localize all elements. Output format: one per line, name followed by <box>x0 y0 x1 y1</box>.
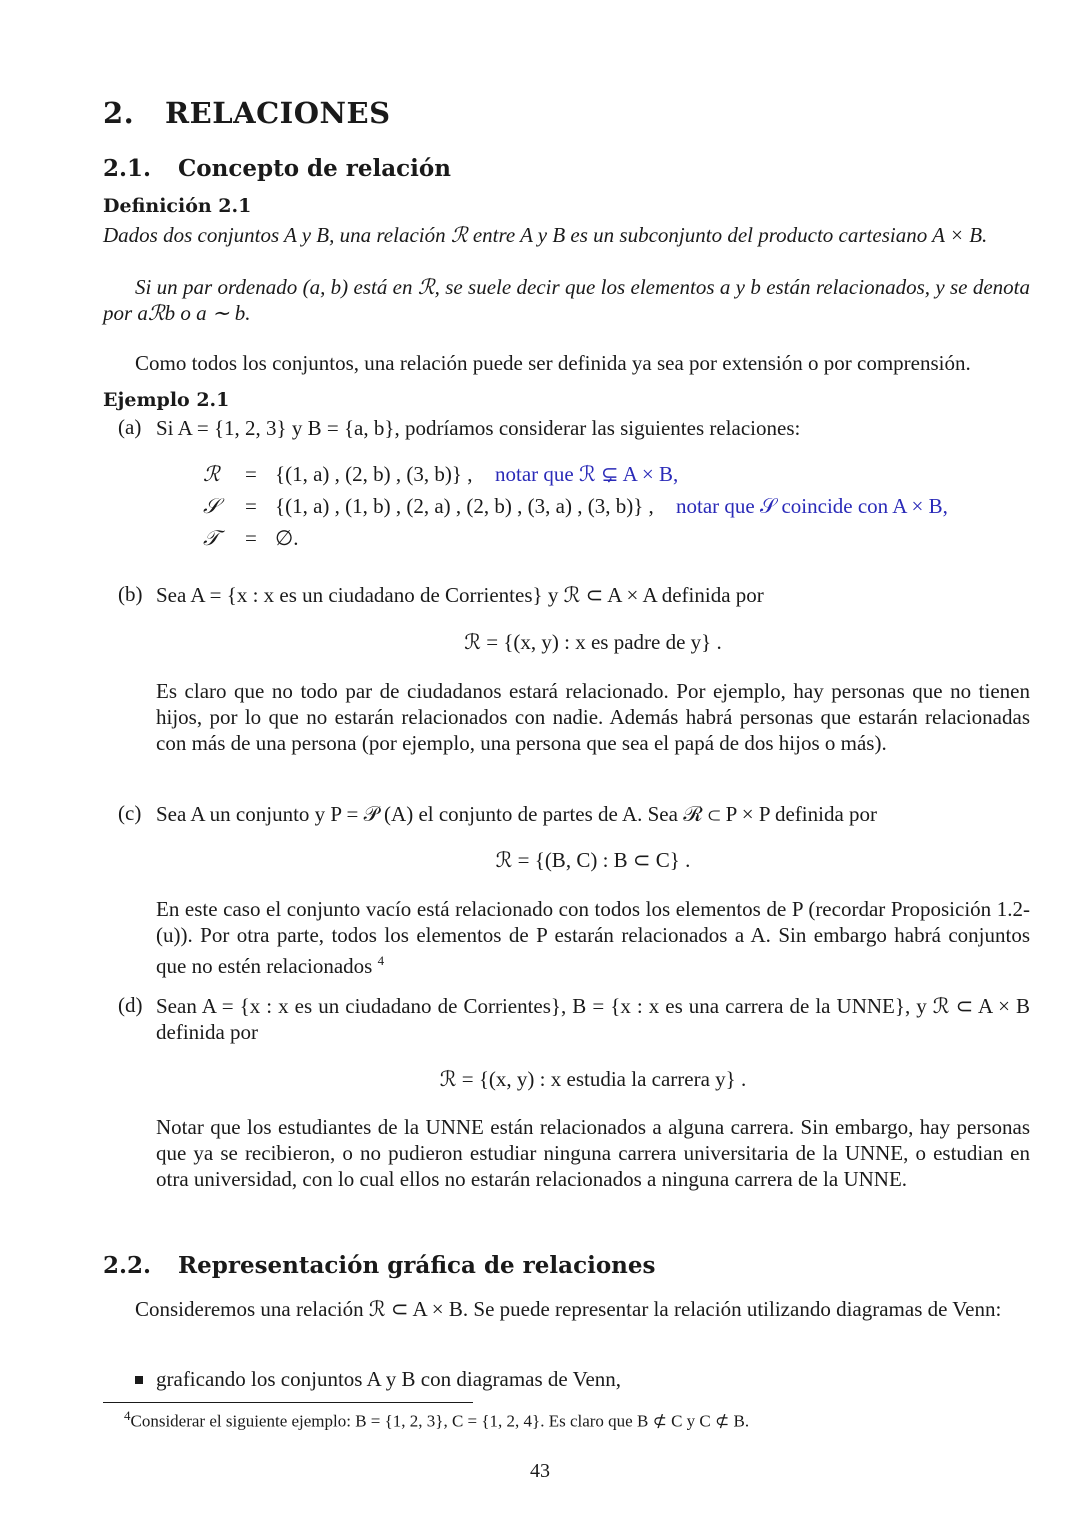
section-2-paragraph: Consideremos una relación ℛ ⊂ A × B. Se puede representar la relación utilizando diagramas de Venn: <box>135 1297 1002 1321</box>
page-number: 43 <box>530 1460 550 1482</box>
item-a-label: (a) <box>118 415 142 439</box>
footnote-text: Considerar el siguiente ejemplo: B = {1, 2, 3}, C = {1, 2, 4}. Es claro que B ⊄ C y C ⊄ B. <box>130 1411 750 1431</box>
chapter-title: RELACIONES <box>165 96 391 130</box>
eq-row-1-eq: = <box>245 462 257 486</box>
section-2-title: Representación gráfica de relaciones <box>178 1252 656 1279</box>
eq-row-1-rhs: {(1, a) , (2, b) , (3, b)} , <box>275 462 473 486</box>
item-b-paragraph: Es claro que no todo par de ciudadanos estará relacionado. Por ejemplo, hay personas que no tienen hijos, por lo que no estarán relacionados con nadie. Además habrá personas que estarán relacionadas con más de una persona (por ejemplo, una persona que sea el papá de dos hijos o más). <box>156 679 1030 755</box>
footnote-ref: 4 <box>377 953 385 968</box>
chapter-number: 2. <box>103 96 135 130</box>
example-label: Ejemplo 2.1 <box>103 389 230 411</box>
section-title: Concepto de relación <box>178 155 451 182</box>
item-c-text: Sea A un conjunto y P = 𝒫 (A) el conjunto de partes de A. Sea ℛ ⊂ P × P definida por <box>156 802 878 826</box>
definition-paragraph-1: Dados dos conjuntos A y B, una relación ℛ entre A y B es un subconjunto del producto cartesiano A × B. <box>103 223 988 247</box>
item-b-text: Sea A = {x : x es un ciudadano de Corrientes} y ℛ ⊂ A × A definida por <box>156 583 764 607</box>
bullet-item: graficando los conjuntos A y B con diagramas de Venn, <box>156 1367 622 1391</box>
eq-row-3-eq: = <box>245 526 257 550</box>
footnote <box>124 1408 749 1432</box>
section-number: 2.1. <box>103 155 152 182</box>
eq-row-2-note: notar que 𝒮 coincide con A × B, <box>676 494 948 518</box>
eq-row-1-lhs: ℛ <box>203 462 220 486</box>
section-2-number: 2.2. <box>103 1252 152 1279</box>
item-d-text: Sean A = {x : x es un ciudadano de Corrientes}, B = {x : x es una carrera de la UNNE}, y ℛ ⊂ A × B definida por <box>156 994 1030 1044</box>
item-b-label: (b) <box>118 582 143 606</box>
item-c-label: (c) <box>118 801 142 825</box>
footnote-rule <box>103 1402 473 1403</box>
bullet-marker <box>135 1376 143 1384</box>
eq-row-3-lhs: 𝒯 <box>203 526 220 550</box>
item-d-paragraph: Notar que los estudiantes de la UNNE están relacionados a alguna carrera. Sin embargo, hay personas que ya se recibieron, o no pudieron estudiar ninguna carrera universitaria de la UNNE, o estudian en otra universidad, con lo cual ellos no estarán relacionados a ninguna carrera de la UNNE. <box>156 1115 1030 1191</box>
item-b-formula: ℛ = {(x, y) : x es padre de y} . <box>464 630 722 654</box>
eq-row-3-rhs: ∅. <box>275 526 299 550</box>
item-c-paragraph-wrap <box>156 896 1030 979</box>
item-c-formula: ℛ = {(B, C) : B ⊂ C} . <box>495 848 691 872</box>
item-d-formula: ℛ = {(x, y) : x estudia la carrera y} . <box>439 1067 747 1091</box>
eq-row-1-note: notar que ℛ ⊊ A × B, <box>495 462 679 486</box>
eq-row-2-lhs: 𝒮 <box>203 494 220 518</box>
intro-paragraph: Como todos los conjuntos, una relación puede ser definida ya sea por extensión o por comprensión. <box>135 351 971 375</box>
footnote-mark: 4 <box>124 1408 131 1423</box>
item-a-text: Si A = {1, 2, 3} y B = {a, b}, podríamos considerar las siguientes relaciones: <box>156 416 801 440</box>
definition-label: Definición 2.1 <box>103 195 252 217</box>
item-c-paragraph: En este caso el conjunto vacío está relacionado con todos los elementos de P (recordar Proposición 1.2-(u)). Por otra parte, todos los elementos de P estarán relacionados a A. Sin embargo habrá conjuntos que no estén relacionados <box>156 897 1030 978</box>
item-d-label: (d) <box>118 993 143 1017</box>
definition-paragraph-2: Si un par ordenado (a, b) está en ℛ, se suele decir que los elementos a y b están relacionados, y se denota por aℛb o a ∼ b. <box>103 275 1030 325</box>
eq-row-2-eq: = <box>245 494 257 518</box>
eq-row-2-rhs: {(1, a) , (1, b) , (2, a) , (2, b) , (3, a) , (3, b)} , <box>275 494 654 518</box>
